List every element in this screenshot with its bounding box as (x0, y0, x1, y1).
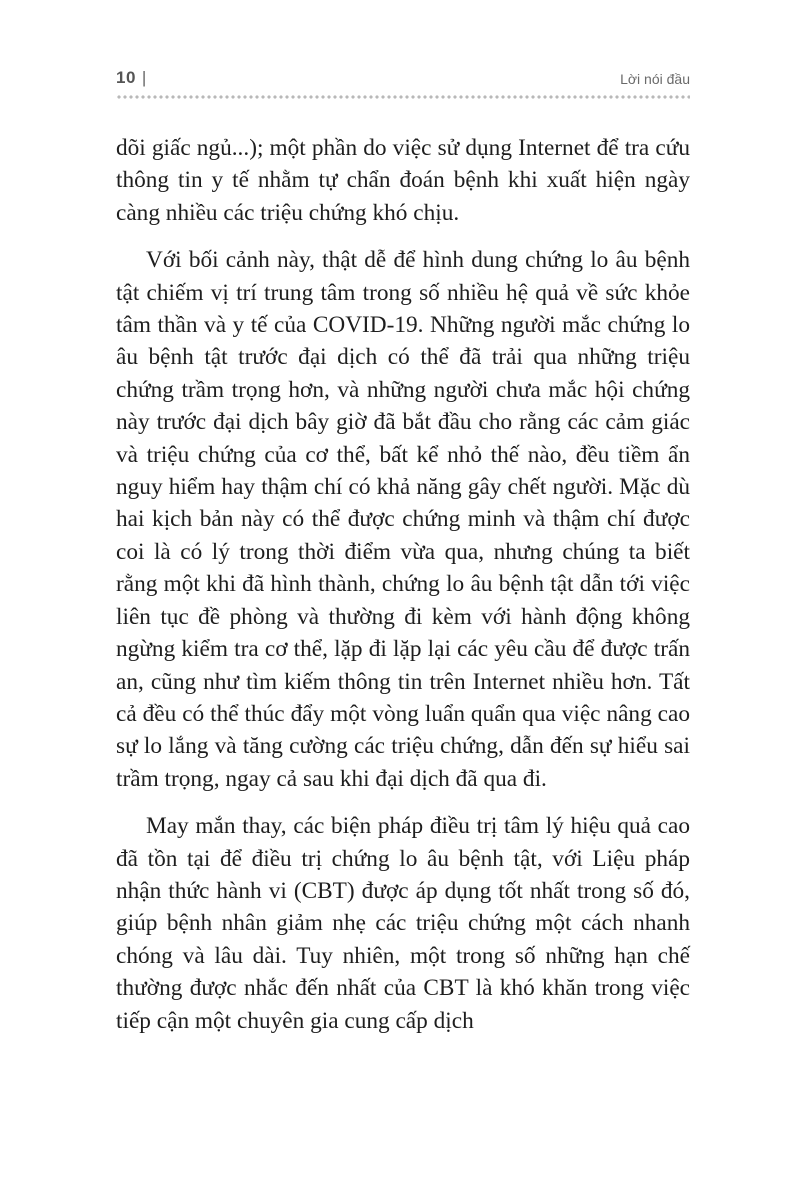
paragraph: May mắn thay, các biện pháp điều trị tâm lý hiệu quả cao đã tồn tại để điều trị chứng lo âu bệnh tật, với Liệu pháp nhận thức hành vi (CBT) được áp dụng tốt nhất trong số đó, giúp bệnh nhân giảm nhẹ các triệu chứng một cách nhanh chóng và lâu dài. Tuy nhiên, một trong số những hạn chế thường được nhắc đến nhất của CBT là khó khăn trong việc tiếp cận một chuyên gia cung cấp dịch (116, 813, 690, 1034)
paragraph: Với bối cảnh này, thật dễ để hình dung chứng lo âu bệnh tật chiếm vị trí trung tâm trong số nhiều hệ quả về sức khỏe tâm thần và y tế của COVID-19. Những người mắc chứng lo âu bệnh tật trước đại dịch có thể đã trải qua những triệu chứng trầm trọng hơn, và những người chưa mắc hội chứng này trước đại dịch bây giờ đã bắt đầu cho rằng các cảm giác và triệu chứng của cơ thể, bất kể nhỏ thế nào, đều tiềm ẩn nguy hiểm hay thậm chí có khả năng gây chết người. Mặc dù hai kịch bản này có thể được chứng minh và thậm chí được coi là có lý trong thời điểm vừa qua, nhưng chúng ta biết rằng một khi đã hình thành, chứng lo âu bệnh tật dẫn tới việc liên tục đề phòng và thường đi kèm với hành động không ngừng kiểm tra cơ thể, lặp đi lặp lại các yêu cầu để được trấn an, cũng như tìm kiếm thông tin trên Internet nhiều hơn. Tất cả đều có thể thúc đẩy một vòng luẩn quẩn qua việc nâng cao sự lo lắng và tăng cường các triệu chứng, dẫn đến sự hiểu sai trầm trọng, ngay cả sau khi đại dịch đã qua đi. (116, 247, 690, 792)
page-header (116, 68, 690, 92)
page-number-value: 10 (116, 68, 136, 87)
page-number-separator: | (141, 68, 147, 87)
running-section-title: Lời nói đầu (620, 71, 690, 87)
page-number (116, 68, 147, 88)
header-dotted-rule (116, 94, 690, 100)
paragraph-continued: dõi giấc ngủ...); một phần do việc sử dụng Internet để tra cứu thông tin y tế nhằm tự chẩn đoán bệnh khi xuất hiện ngày càng nhiều các triệu chứng khó chịu. (116, 135, 690, 226)
body-text (116, 132, 690, 1037)
